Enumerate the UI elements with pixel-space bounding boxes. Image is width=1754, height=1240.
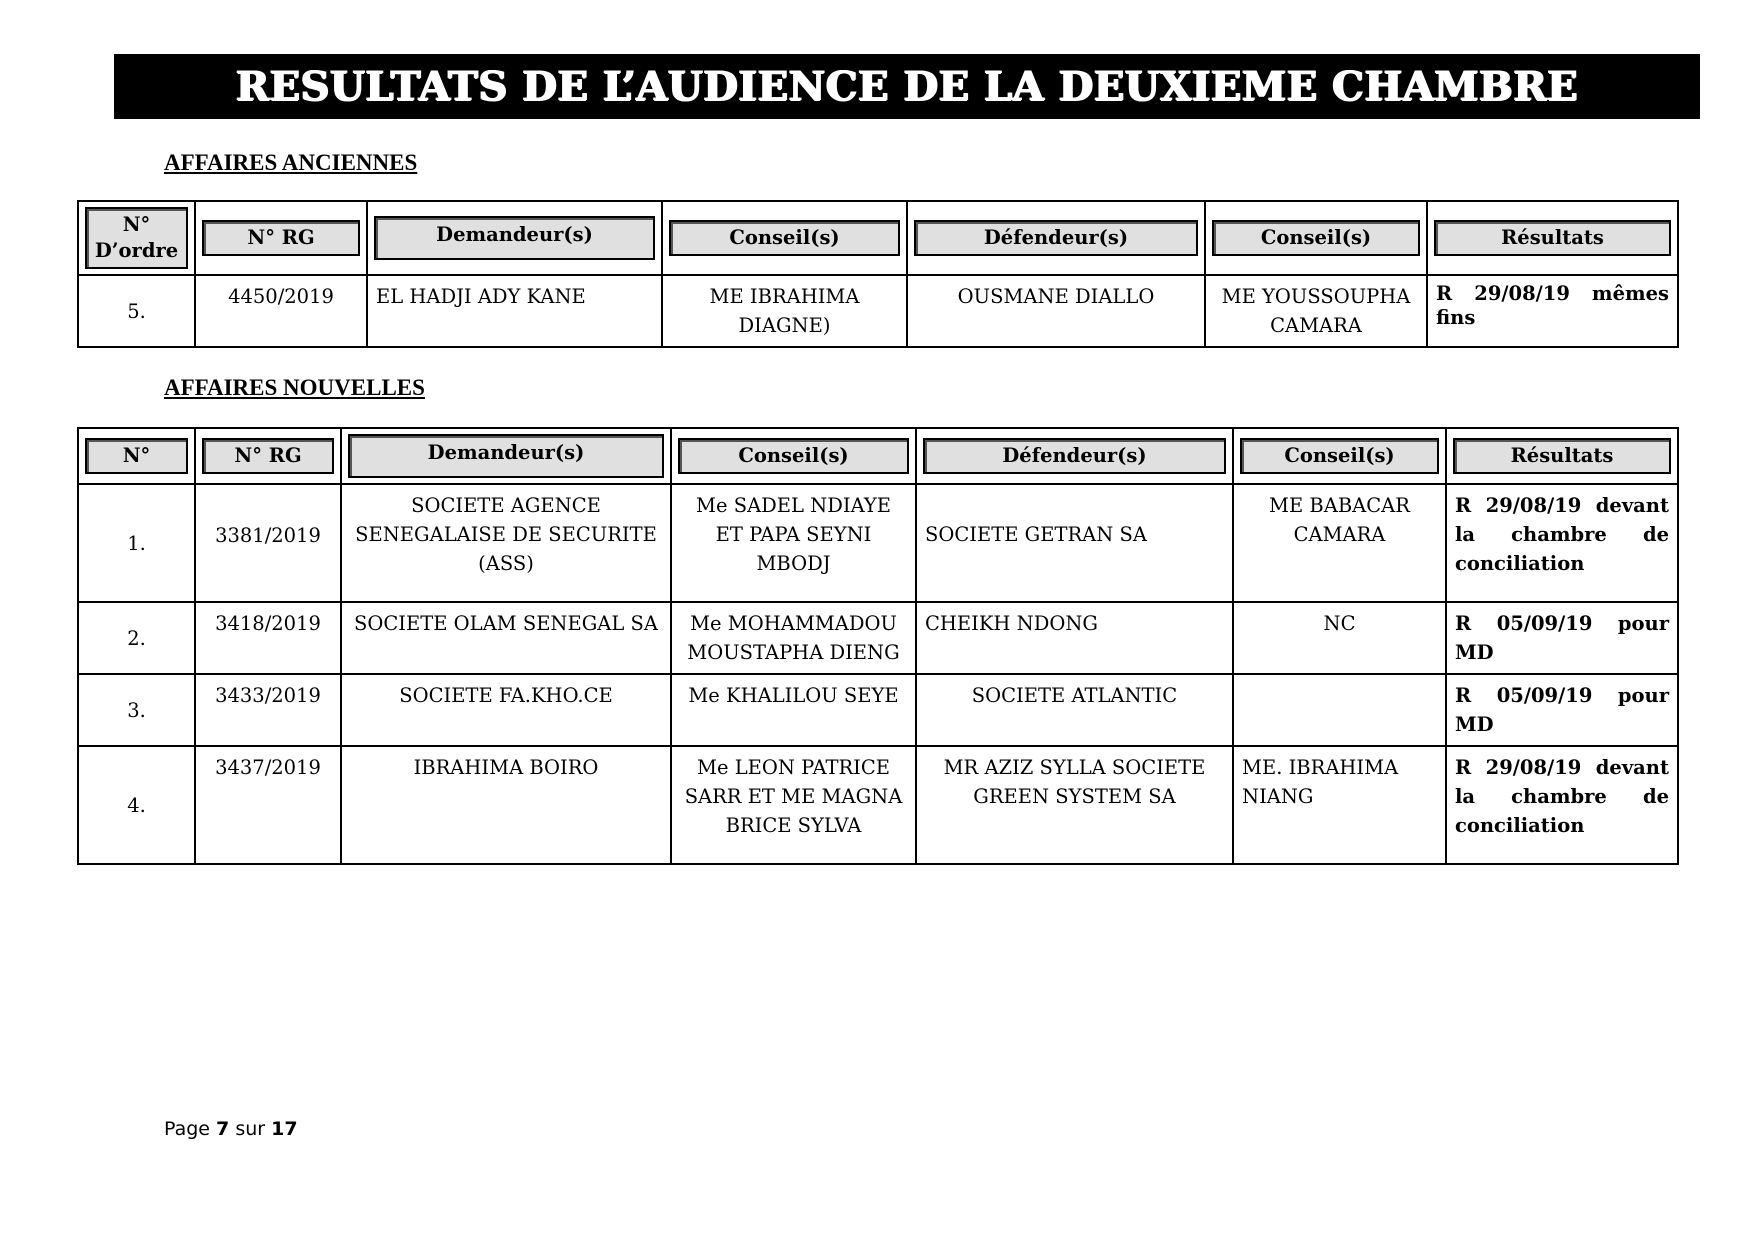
cell-conseil: Me KHALILOU SEYE [671, 674, 916, 746]
header-cell-demandeur: Demandeur(s) [374, 216, 655, 260]
cell-conseil-defense: ME. IBRAHIMA NIANG [1233, 746, 1446, 864]
footer-prefix: Page [164, 1118, 217, 1140]
cell-rg: 4450/2019 [195, 275, 367, 347]
table-row [78, 275, 1678, 347]
cell-no: 3. [78, 674, 195, 746]
cell-defendeur: MR AZIZ SYLLA SOCIETE GREEN SYSTEM SA [916, 746, 1233, 864]
table-row [78, 484, 1678, 602]
cell-rg: 3437/2019 [195, 746, 341, 864]
cell-no: 4. [78, 746, 195, 864]
cell-no: 1. [78, 484, 195, 602]
page-footer [164, 1118, 298, 1140]
header-cell-demandeur: Demandeur(s) [348, 434, 664, 478]
cell-demandeur: SOCIETE OLAM SENEGAL SA [341, 602, 671, 674]
header-cell-rg: N° RG [202, 220, 360, 256]
cell-no: 5. [78, 275, 195, 347]
header-cell-defendeur: Défendeur(s) [923, 438, 1226, 474]
header-cell-resultats: Résultats [1453, 438, 1671, 474]
cell-conseil-defense: ME YOUSSOUPHA CAMARA [1205, 275, 1427, 347]
table-row [78, 674, 1678, 746]
cell-defendeur: SOCIETE GETRAN SA [916, 484, 1233, 602]
cell-conseil: ME IBRAHIMA DIAGNE) [662, 275, 907, 347]
cell-defendeur: OUSMANE DIALLO [907, 275, 1205, 347]
cell-demandeur: SOCIETE FA.KHO.CE [341, 674, 671, 746]
cell-conseil: Me LEON PATRICE SARR ET ME MAGNA BRICE SYLVA [671, 746, 916, 864]
cell-conseil: Me MOHAMMADOU MOUSTAPHA DIENG [671, 602, 916, 674]
cell-defendeur: CHEIKH NDONG [916, 602, 1233, 674]
cell-resultat: R 05/09/19 pour MD [1446, 674, 1678, 746]
cell-conseil: Me SADEL NDIAYE ET PAPA SEYNI MBODJ [671, 484, 916, 602]
page-title: RESULTATS DE L’AUDIENCE DE LA DEUXIEME CHAMBRE [235, 63, 1579, 110]
table-row [78, 602, 1678, 674]
cell-rg: 3418/2019 [195, 602, 341, 674]
section-heading-nouvelles: AFFAIRES NOUVELLES [164, 375, 425, 400]
footer-current-page: 7 [216, 1118, 230, 1140]
footer-middle: sur [229, 1118, 272, 1140]
cell-demandeur: SOCIETE AGENCE SENEGALAISE DE SECURITE (ASS) [341, 484, 671, 602]
cell-no: 2. [78, 602, 195, 674]
table-affaires-nouvelles [77, 427, 1679, 865]
section-heading-anciennes: AFFAIRES ANCIENNES [164, 150, 418, 175]
table-affaires-anciennes [77, 200, 1679, 348]
table-row [78, 746, 1678, 864]
cell-rg: 3433/2019 [195, 674, 341, 746]
cell-defendeur: SOCIETE ATLANTIC [916, 674, 1233, 746]
header-cell-no: N° D’ordre [85, 207, 188, 269]
cell-conseil-defense: NC [1233, 602, 1446, 674]
cell-rg: 3381/2019 [195, 484, 341, 602]
cell-resultat: R 29/08/19 devant la chambre de conciliation [1446, 746, 1678, 864]
cell-conseil-defense [1233, 674, 1446, 746]
header-cell-no: N° [85, 438, 188, 474]
cell-demandeur: EL HADJI ADY KANE [367, 275, 662, 347]
footer-total-pages: 17 [271, 1118, 298, 1140]
cell-demandeur: IBRAHIMA BOIRO [341, 746, 671, 864]
cell-resultat: R 05/09/19 pour MD [1446, 602, 1678, 674]
header-cell-conseil: Conseil(s) [678, 438, 909, 474]
table-header-row [78, 201, 1678, 275]
table-header-row [78, 428, 1678, 484]
cell-resultat: R 29/08/19 devant la chambre de conciliation [1446, 484, 1678, 602]
header-cell-conseil-defense: Conseil(s) [1212, 220, 1420, 256]
title-banner [114, 54, 1700, 119]
cell-resultat: R 29/08/19 mêmes fins [1427, 275, 1678, 347]
header-cell-resultats: Résultats [1434, 220, 1671, 256]
header-cell-conseil: Conseil(s) [669, 220, 900, 256]
cell-conseil-defense: ME BABACAR CAMARA [1233, 484, 1446, 602]
header-cell-rg: N° RG [202, 438, 334, 474]
header-cell-conseil-defense: Conseil(s) [1240, 438, 1439, 474]
header-cell-defendeur: Défendeur(s) [914, 220, 1198, 256]
